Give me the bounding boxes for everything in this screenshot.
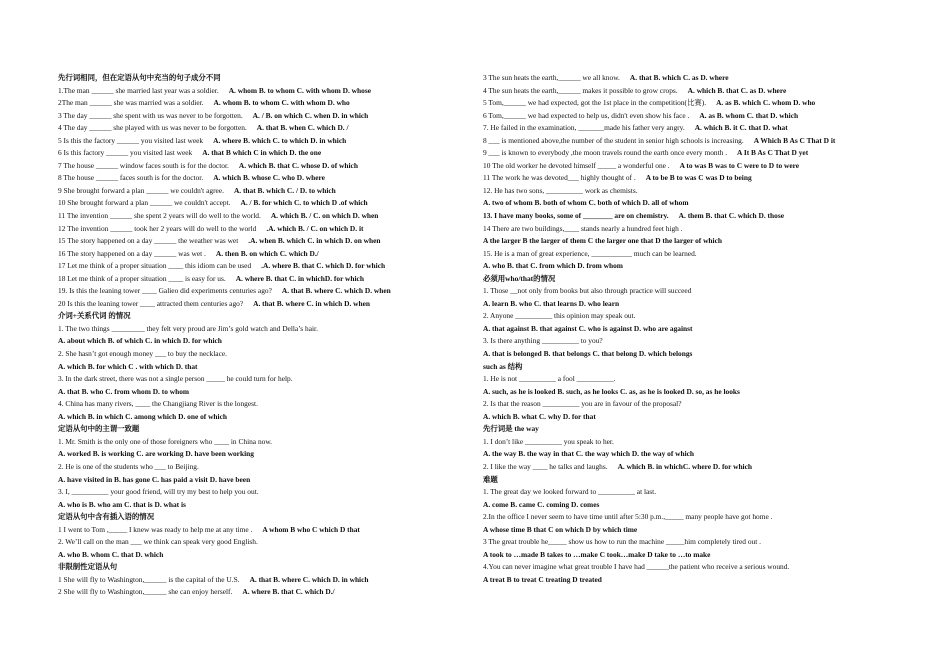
question-text: 9 She brought forward a plan ______ we couldn't agree. [58,185,224,195]
question-text: 2. Anyone __________ this opinion may speak out. [483,311,636,321]
question-text: 必须用who/that的情况 [483,273,556,283]
question-text: 13. I have many books, some of ________ are on chemistry. [483,211,669,221]
question-line [483,197,893,210]
question-line [483,85,893,98]
question-line [483,160,893,173]
question-text: 3 The day ______ she spent with us was never to be forgotten. [58,110,243,120]
answer-options: A. which B. in which C. among which D. one of which [58,411,227,421]
question-text: 5 Is this the factory ______ you visited last week [58,135,204,145]
answer-options: A. whom B. to whom C. with whom D. who [213,98,350,108]
answer-options: A. that B. which C. as D. where [629,73,729,82]
question-text: 1.The man ______ she married last year was a soldier. [58,85,219,95]
question-line [58,210,468,223]
question-text: 1. The two things _________ they felt very proud are Jim’s gold watch and Della’s hair. [58,323,318,333]
question-line [483,285,893,298]
question-line [483,260,893,273]
question-text: 16 The story happened on a day ______ was wet . [58,248,206,258]
question-text: 介词+关系代词 的情况 [58,311,131,321]
answer-options: A. which B. for which C . with which D. that [58,361,198,371]
question-text: 11 The work he was devoted___ highly thought of . [483,173,636,183]
question-text: 2. Is that the reason __________ you are in favour of the proposal? [483,399,682,409]
answer-options: A. which B. in whichC. where D. for which [617,461,753,471]
question-line [58,461,468,474]
section-heading [58,72,468,85]
question-text: 3 The great trouble he_____ show us how to run the machine _____him completely tired out . [483,537,761,547]
question-line [483,398,893,411]
answer-options: A. such, as he is looked B. such, as he looks C. as, as he is looked D. so, as he looks [483,386,740,396]
answer-options: A. worked B. is working C. are working D. have been working [58,449,254,459]
answer-options: A. the way B. the way in that C. the way which D. the way of which [483,449,695,459]
question-text: 17 Let me think of a proper situation ____ this idiom can be used [58,261,252,271]
question-line [483,248,893,261]
question-text: 6 Is this factory ______ you visited last week [58,148,193,158]
question-line [483,536,893,549]
question-text: 2.In the office I never seem to have time until after 5:30 p.m.,_____ many people have got home . [483,512,773,522]
answer-options: A. have visited in B. has gone C. has paid a visit D. have been [58,474,251,484]
question-line [483,210,893,223]
answer-options: A. who B. whom C. that D. which [58,549,164,559]
question-text: 20 Is this the leaning tower ____ attracted them centuries ago? [58,298,244,308]
answer-options: A. as B. whom C. that D. which [699,110,799,120]
question-text: 4.You can never imagine what great trouble I have had ______the patient who receive a serious wound. [483,562,790,572]
question-text: 1 I went to Tom ,_____ I knew was ready to help me at any time . [58,524,253,534]
question-line [483,373,893,386]
question-line [58,361,468,374]
question-text: 8 ___ is mentioned above,the number of the student in senior high schools is increasing. [483,135,744,145]
question-text: 1 She will fly to Washington,______ is the capital of the U.S. [58,574,240,584]
answer-options: A. then B. on which C. which D./ [215,248,319,258]
answer-options: A. two of whom B. both of whom C. both of which D. all of whom [483,198,689,208]
question-text: 1. Mr. Smith is the only one of those foreigners who ____ in China now. [58,436,273,446]
question-text: 2. We’ll call on the man ___ we think can speak very good English. [58,537,258,547]
question-text: 3. In the dark street, there was not a single person _____ he could turn for help. [58,374,293,384]
answer-options: A. that B. which C. / D. to which [233,185,336,195]
question-text: 9 ___ is known to everybody ,the moon travels round the earth once every month . [483,148,728,158]
answer-options: A. learn B. who C. that learns D. who learn [483,298,620,308]
question-line [58,499,468,512]
answer-options: A the larger B the larger of them C the larger one that D the larger of which [483,236,722,246]
question-line [58,486,468,499]
question-text: 3. Is there anything __________ to you? [483,336,603,346]
question-text: 3. I, __________ your good friend, will try my best to help you out. [58,487,259,497]
question-line [483,524,893,537]
question-text: 2 She will fly to Washington,______ she can enjoy herself. [58,587,233,597]
question-line [58,110,468,123]
question-text: 3 The sun heats the earth,______ we all know. [483,73,620,82]
answer-options: A. which B. it C. that D. what [694,123,788,133]
question-line [483,436,893,449]
answer-options: A. who B. that C. from which D. from whom [483,261,623,271]
question-text: 难题 [483,474,498,484]
question-text: 1. He is not __________ a fool __________. [483,374,616,384]
question-text: 先行词相同，但在定语从句中充当的句子成分不同 [58,73,221,82]
question-line [58,411,468,424]
question-text: 10 The old worker he devoted himself _____ a wonderful one . [483,160,670,170]
question-line [483,323,893,336]
question-text: 定语从句中的主谓一致题 [58,424,140,434]
question-text: 7. He failed in the examination, _______made his father very angry. [483,123,685,133]
section-heading [483,361,893,374]
question-line [58,185,468,198]
answer-options: A. which B. what C. why D. for that [483,411,596,421]
question-line [483,298,893,311]
question-line [58,574,468,587]
question-line [58,260,468,273]
question-text: 18 Let me think of a proper situation ____ is easy for us. [58,273,226,283]
question-text: 1. I don’t like __________ you speak to her. [483,436,614,446]
question-line [58,147,468,160]
answer-options: A. that B. where C. which D. in which [249,574,369,584]
question-text: 14 There are two buildings,____ stands nearly a hundred feet high . [483,223,683,233]
answer-options: A whom B who C which D that [262,524,360,534]
question-line [58,273,468,286]
question-line [58,160,468,173]
question-line [58,448,468,461]
question-text: 1. The great day we looked forward to __________ at last. [483,487,657,497]
answer-options: A. that B. where C. in which D. when [253,298,371,308]
answer-options: A. about which B. of which C. in which D. for which [58,336,222,346]
question-line [483,574,893,587]
question-text: 7 The house ______ window faces south is for the doctor. [58,160,229,170]
question-line [483,486,893,499]
answer-options: A treat B to treat C treating D treated [483,574,602,584]
question-line [58,373,468,386]
answer-options: A. where B. which C. to which D. in which [213,135,347,145]
question-line [58,348,468,361]
section-heading [58,511,468,524]
question-line [58,586,468,599]
question-line [483,348,893,361]
question-text: 15 The story happened on a day ______ the weather was wet [58,236,239,246]
question-line [483,122,893,135]
section-heading [483,273,893,286]
answer-options: A. come B. came C. coming D. comes [483,499,600,509]
answer-options: A. that B which C in which D. the one [202,148,322,158]
question-text: 4 The sun heats the earth,______ makes it possible to grow crops. [483,85,678,95]
question-text: 非限制性定语从句 [58,562,118,572]
question-line [483,499,893,512]
question-line [483,185,893,198]
question-text: 2. She hasn’t got enough money ___ to buy the necklace. [58,349,227,359]
answer-options: A It B As C That D yet [737,148,809,158]
question-line [483,386,893,399]
answer-options: A. them B. that C. which D. those [678,211,784,221]
question-line [483,561,893,574]
question-text: 2. He is one of the students who ___ to Beijing. [58,461,199,471]
question-text: 12. He has two sons, __________ work as chemists. [483,185,638,195]
question-line [483,97,893,110]
answer-options: A took to …made B takes to …make C took…make D take to …to make [483,549,711,559]
answer-options: A. who is B. who am C. that is D. what is [58,499,186,509]
question-line [58,223,468,236]
question-line [58,335,468,348]
answer-options: .A. where B. that C. which D. for which [261,261,386,271]
section-heading [58,310,468,323]
question-text: 12 The invention ______ took her 2 years will do well to the world [58,223,257,233]
question-line [483,549,893,562]
question-text: 定语从句中含有插入语的情况 [58,512,155,522]
question-text: 4. China has many rivers, ____ the Changjiang River is the longest. [58,399,258,409]
question-line [483,411,893,424]
section-heading [483,423,893,436]
section-heading [483,474,893,487]
answer-options: A. as B. which C. whom D. who [716,98,816,108]
question-line [58,135,468,148]
answer-options: A. that B. where C. which D. when [281,286,391,296]
section-heading [58,423,468,436]
question-line [58,172,468,185]
answer-options: A. which B. that C. as D. where [687,85,787,95]
question-text: such as 结构 [483,361,523,371]
question-text: 8 The house ______ faces south is for the doctor. [58,173,204,183]
answer-options: A Which B As C That D it [753,135,836,145]
question-line [483,310,893,323]
question-line [58,524,468,537]
answer-options: A. that B. who C. from whom D. to whom [58,386,190,396]
question-line [483,147,893,160]
question-line [58,323,468,336]
answer-options: A. whom B. to whom C. with whom D. whose [228,85,371,95]
question-line [58,536,468,549]
question-text: 5 Tom,______ we had expected, got the 1st place in the competition(比赛). [483,98,707,108]
answer-options: A to was B was to C were to D to were [679,160,800,170]
answer-options: A. which B. / C. on which D. when [270,211,379,221]
question-text: 2. I like the way ____ he talks and laughs. [483,461,608,471]
question-line [483,223,893,236]
question-line [483,110,893,123]
question-line [58,122,468,135]
question-text: 2The man ______ she was married was a soldier. [58,98,204,108]
answer-options: .A. which B. / C. on which D. it [266,223,364,233]
question-line [58,197,468,210]
question-line [483,461,893,474]
answer-options: .A. when B. which C. in which D. on when [248,236,381,246]
question-line [483,511,893,524]
question-line [58,97,468,110]
question-line [58,235,468,248]
question-line [483,135,893,148]
answer-options: A. where B. that C. in whichD. for which [235,273,364,283]
question-line [483,235,893,248]
answer-options: A. that is belonged B. that belongs C. that belong D. which belongs [483,349,693,359]
answer-options: A. which B. that C. whose D. of which [238,160,358,170]
answer-options: A to be B to was C was D to being [645,173,752,183]
answer-options: A. where B. that C. which D./ [242,587,335,597]
question-line [58,248,468,261]
question-line [58,298,468,311]
question-line [58,386,468,399]
question-line [58,436,468,449]
answer-options: A. that against B. that against C. who is against D. who are against [483,323,693,333]
question-text: 11 The invention ______ she spent 2 years will do well to the world. [58,211,261,221]
question-text: 10 She brought forward a plan ______ we couldn't accept. [58,198,231,208]
question-text: 15. He is a man of great experience, ___________ much can be learned. [483,248,697,258]
question-text: 19. Is this the leaning tower ____ Galieo did experiments centuries ago? [58,286,272,296]
question-line [483,72,893,85]
question-text: 先行词是 the way [483,424,539,434]
question-line [483,448,893,461]
question-text: 1. Those __not only from books but also through practice will succeed [483,286,692,296]
question-line [58,85,468,98]
answer-options: A. that B. when C. which D. / [256,123,349,133]
answer-options: A whose time B that C on which D by which time [483,524,638,534]
right-column [483,72,893,586]
answer-options: A. which B. whose C. who D. where [213,173,325,183]
answer-options: A. / B. for which C. to which D .of which [240,198,368,208]
question-line [58,285,468,298]
question-line [58,474,468,487]
question-text: 6 Tom,______ we had expected to help us, didn't even show his face . [483,110,690,120]
answer-options: A. / B. on which C. when D. in which [252,110,369,120]
left-column [58,72,468,599]
question-line [58,549,468,562]
question-text: 4 The day ______ she played with us was never to be forgotten. [58,123,247,133]
question-line [58,398,468,411]
section-heading [58,561,468,574]
question-line [483,172,893,185]
question-line [483,335,893,348]
